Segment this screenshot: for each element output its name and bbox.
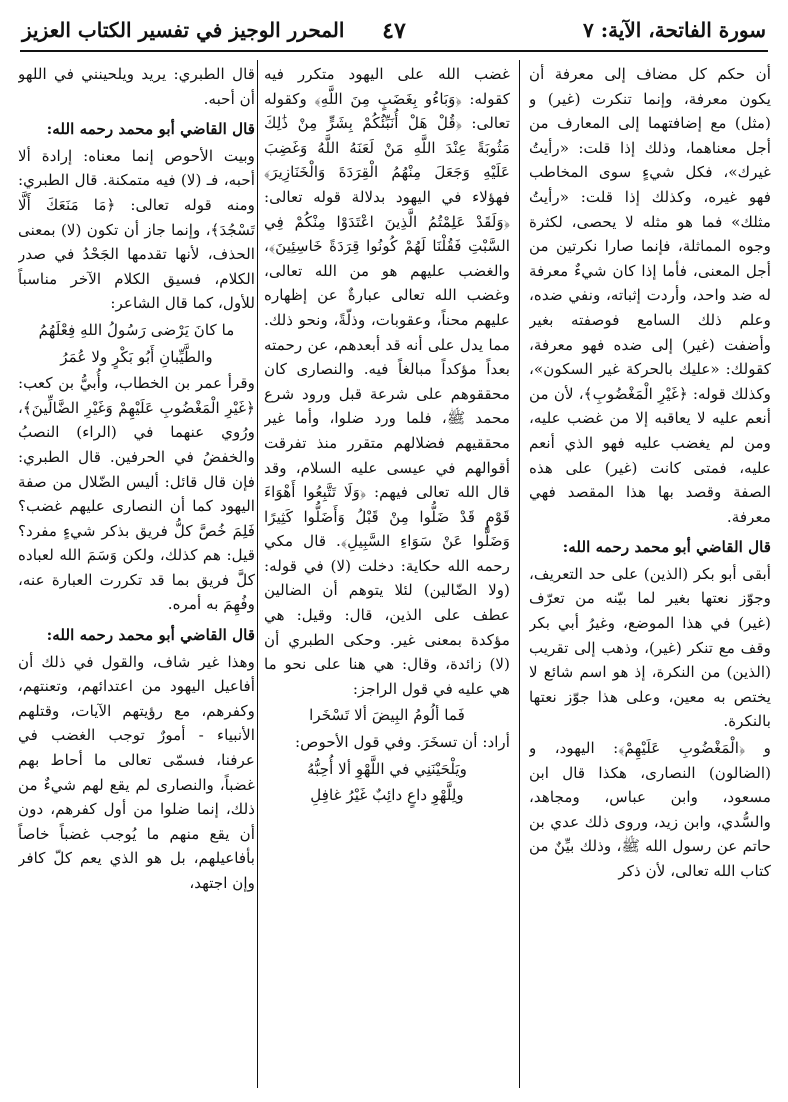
- text-column-right: [529, 62, 771, 1092]
- header-rule: [20, 50, 768, 52]
- verse-line: فَما ألُومُ البِيضَ ألا تَسْخَرا: [309, 706, 465, 725]
- paragraph: غضب الله على اليهود متكرر فيه كقوله: ﴿وَبَاءُو بِغَضَبٍ مِنَ اللَّهِ﴾ وكقوله تعالى: ﴿قُلْ هَلْ أُنَبِّئُكُمْ بِشَرٍّ مِنْ ذَٰلِكَ مَثُوبَةً عِنْدَ اللَّهِ مَنْ لَعَنَهُ اللَّهُ وَغَضِبَ عَلَيْهِ وَجَعَلَ مِنْهُمُ الْقِرَدَةَ وَالْخَنَازِيرَ﴾ فهؤلاء في اليهود بدلالة قوله تعالى: ﴿وَلَقَدْ عَلِمْتُمُ الَّذِينَ اعْتَدَوْا مِنْكُمْ فِي السَّبْتِ فَقُلْنَا لَهُمْ كُونُوا قِرَدَةً خَاسِئِينَ﴾، والغضب عليهم هو من الله تعالى، وغضب الله تعالى عبارةٌ عن إظهاره عليهم محناً، وعقوبات، وذلّةً، ونحو ذلك. مما يدل على أنه قد أبعدهم، عن رحمته بعداً مؤكداً مبالغاً فيه. والنصارى كان محققوهم على شرعة قبل ورود شرع محمد ﷺ، فلما ورد ضلوا، وأما غير محققيهم فضلالهم متقرر منذ تفرقت أقوالهم في عيسى عليه السلام، وقد قال الله تعالى فيهم: ﴿وَلَا تَتَّبِعُوا أَهْوَاءَ قَوْمٍ قَدْ ضَلُّوا مِنْ قَبْلُ وَأَضَلُّوا كَثِيرًا وَضَلُّوا عَنْ سَوَاءِ السَّبِيلِ﴾. قال مكي رحمه الله حكاية: دخلت (لا) في قوله: (ولا الضّالين) لئلا يتوهم أن الضالين عطف على الذين، قال: وقيل: هي مؤكدة بمعنى غير. وحكى الطبري أن (لا) زائدة، وقال: هي هنا على نحو ما هي عليه في قول الراجز:: [264, 65, 510, 698]
- paragraph: وبيت الأحوص إنما معناه: إرادة ألا أحبه، فـ (لا) فيه متمكنة. قال الطبري: ومنه قوله تعالى: ﴿مَا مَنَعَكَ أَلَّا تَسْجُدَ﴾، وإنما جاز أن تكون (لا) بمعنى الحذف، لأنها تقدمها الجَحْدُ في صدر الكلام، فسيق الكلام الآخر مناسباً للأول، كما قال الشاعر:: [18, 146, 255, 313]
- surah-verse-label: سورة الفاتحة، الآية: ٧: [582, 18, 766, 42]
- paragraph: وهذا غير شاف، والقول في ذلك أن أفاعيل اليهود من اعتدائهم، وتعنتهم، وكفرهم، مع رؤيتهم الآيات، وقتلهم الأنبياء - أمورٌ توجب الغضب في عرفنا، فسمّى تعالى ما أحاط بهم غضباً، والنصارى لم يقع لهم شيءٌ من ذلك، إنما ضلوا من أول كفرهم، دون أن يقع منهم ما يُوجب غضباً خاصاً بأفاعيلهم، بل هو الذي يعم كلّ كافر وإن اجتهد،: [18, 652, 255, 892]
- page-header: [22, 12, 766, 52]
- paragraph: قال الطبري: يريد ويلحينني في اللهو أن أحبه.: [18, 65, 255, 108]
- section-heading: قال القاضي أبو محمد رحمه الله:: [46, 120, 255, 139]
- paragraph: وقرأ عمر بن الخطاب، وأُبيُّ بن كعب: ﴿غَيْرِ الْمَغْضُوبِ عَلَيْهِمْ وَغَيْرِ الضَّالِّينَ﴾، ورُوي عنهما في (الراء) النصبُ والخفضُ في الحرفين. قال الطبري: فإن قال قائل: أليس الضّلال من صفة اليهود كما أن النصارى عليهم غضب؟ فَلِمَ خُصَّ كلُّ فريق بذكر شيءٍ مفرد؟ قيل: هم كذلك، ولكن وَسَمَ الله لعباده كلَّ فريق بما قد تكررت العبارة عنه، وفُهِمَ به أمره.: [18, 374, 255, 614]
- paragraph: أراد: أن تسخَرَ. وفي قول الأحوص:: [295, 733, 510, 752]
- verse-line: ولِلَّهْوِ داعٍ دائِبٌ غَيْرُ غافِلِ: [310, 786, 464, 805]
- column-divider: [519, 60, 520, 1088]
- paragraph: و ﴿الْمَغْضُوبِ عَلَيْهِمْ﴾: اليهود، و (الضالون) النصارى، هكذا قال ابن مسعود، وابن عباس، ومجاهد، والسُّدي، وابن زيد، وروى ذلك عدي بن حاتم عن رسول الله ﷺ، وذلك بيِّنٌ من كتاب الله تعالى، لأن ذكر: [529, 739, 771, 880]
- page-number: ٤٧: [382, 18, 406, 44]
- paragraph: أن حكم كل مضاف إلى معرفة أن يكون معرفة، وإنما تنكرت (غير) و (مثل) مع إضافتهما إلى المعارف من أجل معناهما، وذلك إذا قلت: «رأيتُ غيرك»، فكل شيءٍ سوى المخاطب فهو غيره، وكذلك إذا قلت: «رأيتُ مثلك» فما هو مثله لا يحصى، لكثرة وجوه المماثلة، فإنما صارا نكرتين من أجل المعنى، فأما إذا كان شيءٌ معرفة له ضد واحد، وأردت إثباته، ونفي ضده، وعلم ذلك السامع فوصفته بغير وأضفت (غير) إلى ضده فهو معرفة، كقولك: «عليك بالحركة غير السكون»، وكذلك قوله: ﴿غَيْرِ الْمَغْضُوبِ﴾، لأن من أنعم عليه لا يعاقبه إلا من غضب عليه، ومن لم يغضب عليه فهو الذي أنعم عليه، فمتى كانت (غير) على هذه الصفة وقصد بها هذا المقصد فهي معرفة.: [529, 65, 771, 526]
- verse-line: ما كانَ يَرْضى رَسُولُ اللهِ فِعْلَهُمُ: [38, 320, 235, 339]
- paragraph: أبقى أبو بكر (الذين) على حد التعريف، وجوّز نعتها بغير لما بيّنه من تعرّف (غير) في هذا الموضع، وغيرُ أبي بكر وقف مع تنكر (غير)، وذهب إلى تقريب (الذين) من النكرة، إذ هو اسم شائع لا يختص به معين، وعلى هذا جوّز نعتها بالنكرة.: [529, 564, 771, 731]
- section-heading: قال القاضي أبو محمد رحمه الله:: [46, 626, 255, 645]
- text-column-middle: [264, 62, 510, 1092]
- section-heading: قال القاضي أبو محمد رحمه الله:: [562, 538, 771, 557]
- verse-line: ويَلْحَيْنَنِي في اللَّهْوِ ألا أُحِبُّهُ: [307, 759, 467, 778]
- text-column-left: [18, 62, 255, 1092]
- column-divider: [257, 60, 258, 1088]
- book-title: المحرر الوجيز في تفسير الكتاب العزيز: [22, 18, 345, 42]
- verse-line: والطَّيِّبانِ أَبُو بَكْرٍ ولا عُمَرُ: [60, 347, 213, 366]
